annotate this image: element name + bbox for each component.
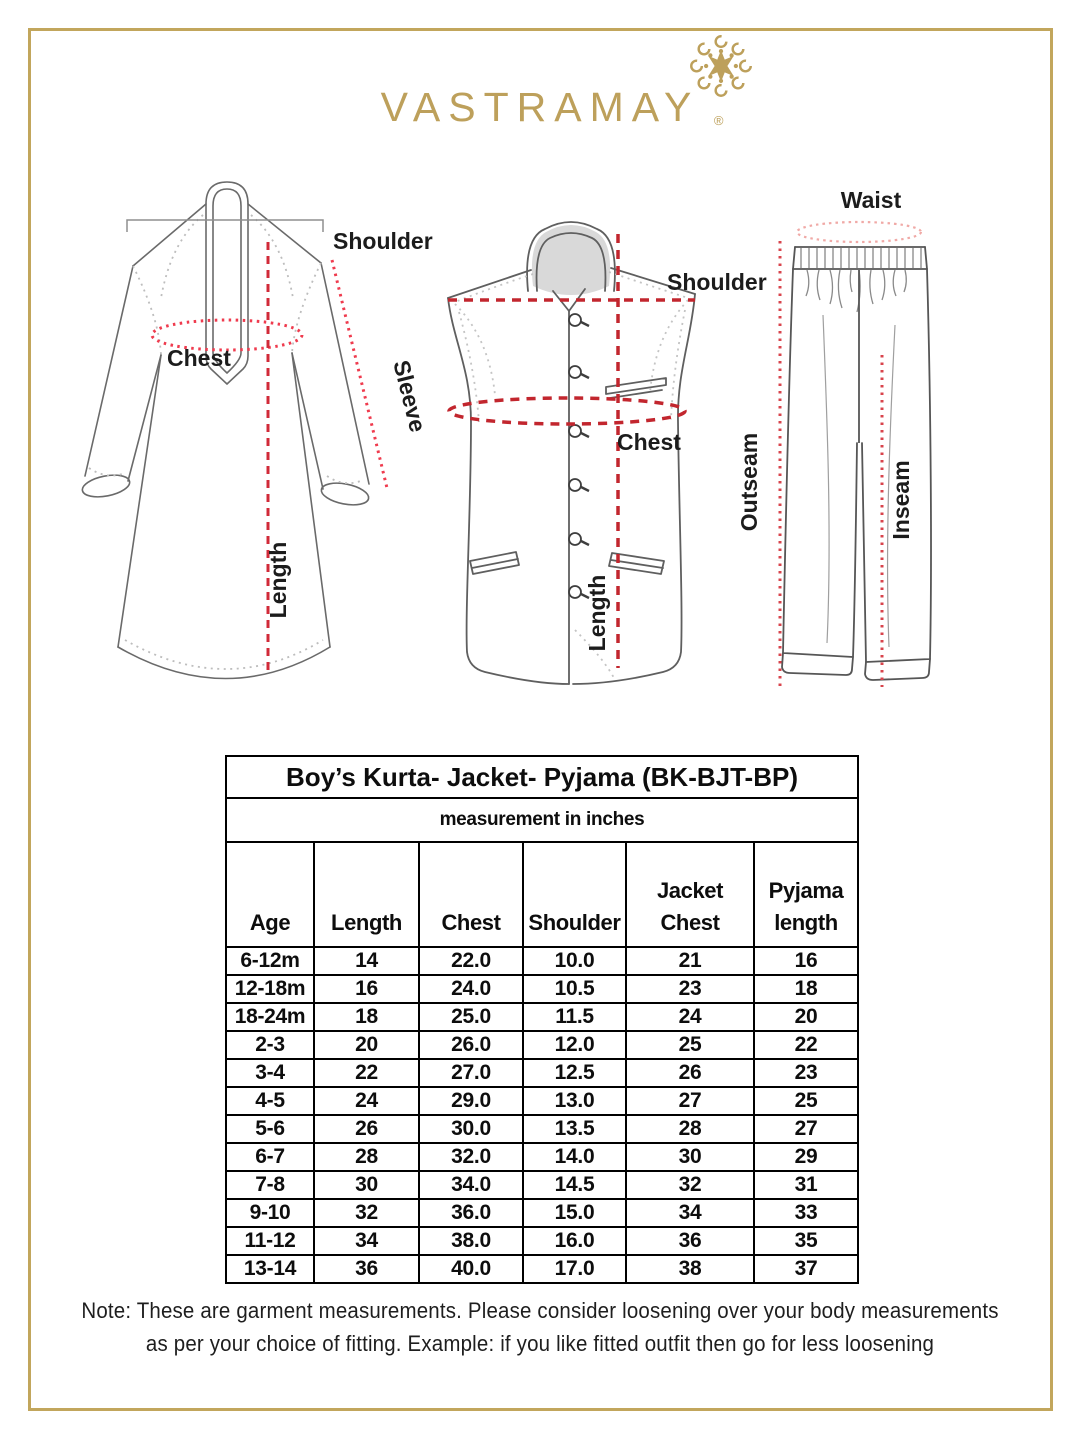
table-row bbox=[226, 1087, 858, 1115]
cell-pyjama-length: 37 bbox=[754, 1255, 858, 1283]
cell-length: 22 bbox=[314, 1059, 419, 1087]
cell-age: 11-12 bbox=[226, 1227, 314, 1255]
kurta-shoulder-label: Shoulder bbox=[333, 228, 433, 254]
cell-jacket-chest: 24 bbox=[626, 1003, 754, 1031]
cell-jacket-chest: 30 bbox=[626, 1143, 754, 1171]
cell-jacket-chest: 27 bbox=[626, 1087, 754, 1115]
cell-jacket-chest: 38 bbox=[626, 1255, 754, 1283]
cell-age: 2-3 bbox=[226, 1031, 314, 1059]
size-chart-body bbox=[226, 947, 858, 1283]
cell-shoulder: 10.0 bbox=[523, 947, 626, 975]
cell-chest: 27.0 bbox=[419, 1059, 523, 1087]
brand-logo-text: VASTRAMAY bbox=[380, 84, 700, 130]
size-chart-table bbox=[225, 755, 859, 1284]
cell-jacket-chest: 36 bbox=[626, 1227, 754, 1255]
cell-length: 18 bbox=[314, 1003, 419, 1031]
cell-age: 6-7 bbox=[226, 1143, 314, 1171]
table-row bbox=[226, 1199, 858, 1227]
cell-pyjama-length: 25 bbox=[754, 1087, 858, 1115]
cell-length: 16 bbox=[314, 975, 419, 1003]
pyjama-diagram bbox=[735, 175, 975, 745]
cell-pyjama-length: 22 bbox=[754, 1031, 858, 1059]
cell-length: 14 bbox=[314, 947, 419, 975]
jacket-chest-label: Chest bbox=[617, 429, 681, 455]
cell-length: 30 bbox=[314, 1171, 419, 1199]
cell-jacket-chest: 25 bbox=[626, 1031, 754, 1059]
cell-shoulder: 14.5 bbox=[523, 1171, 626, 1199]
table-row bbox=[226, 1003, 858, 1031]
cell-length: 36 bbox=[314, 1255, 419, 1283]
cell-shoulder: 13.0 bbox=[523, 1087, 626, 1115]
cell-age: 7-8 bbox=[226, 1171, 314, 1199]
cell-shoulder: 12.5 bbox=[523, 1059, 626, 1087]
cell-jacket-chest: 34 bbox=[626, 1199, 754, 1227]
cell-jacket-chest: 28 bbox=[626, 1115, 754, 1143]
cell-shoulder: 15.0 bbox=[523, 1199, 626, 1227]
cell-shoulder: 12.0 bbox=[523, 1031, 626, 1059]
column-header-age: Age bbox=[226, 842, 314, 947]
cell-shoulder: 11.5 bbox=[523, 1003, 626, 1031]
column-header-shoulder: Shoulder bbox=[523, 842, 626, 947]
cell-chest: 25.0 bbox=[419, 1003, 523, 1031]
cell-pyjama-length: 27 bbox=[754, 1115, 858, 1143]
cell-shoulder: 17.0 bbox=[523, 1255, 626, 1283]
cell-chest: 22.0 bbox=[419, 947, 523, 975]
table-row bbox=[226, 1255, 858, 1283]
kurta-chest-label: Chest bbox=[167, 345, 231, 371]
table-row bbox=[226, 975, 858, 1003]
jacket-shoulder-label: Shoulder bbox=[667, 269, 767, 295]
cell-pyjama-length: 20 bbox=[754, 1003, 858, 1031]
cell-chest: 32.0 bbox=[419, 1143, 523, 1171]
cell-age: 12-18m bbox=[226, 975, 314, 1003]
size-chart-header-row bbox=[226, 842, 858, 947]
cell-chest: 38.0 bbox=[419, 1227, 523, 1255]
cell-pyjama-length: 18 bbox=[754, 975, 858, 1003]
cell-age: 18-24m bbox=[226, 1003, 314, 1031]
cell-pyjama-length: 33 bbox=[754, 1199, 858, 1227]
cell-pyjama-length: 31 bbox=[754, 1171, 858, 1199]
kurta-sleeve-label: Sleeve bbox=[388, 357, 432, 435]
table-row bbox=[226, 1115, 858, 1143]
cell-pyjama-length: 23 bbox=[754, 1059, 858, 1087]
cell-shoulder: 16.0 bbox=[523, 1227, 626, 1255]
column-header-length: Length bbox=[314, 842, 419, 947]
column-header-pyjama-length: Pyjama length bbox=[754, 842, 858, 947]
jacket-diagram bbox=[445, 190, 785, 750]
cell-age: 13-14 bbox=[226, 1255, 314, 1283]
pyjama-waist-label: Waist bbox=[840, 187, 902, 213]
cell-shoulder: 14.0 bbox=[523, 1143, 626, 1171]
cell-age: 4-5 bbox=[226, 1087, 314, 1115]
table-row bbox=[226, 1031, 858, 1059]
cell-chest: 40.0 bbox=[419, 1255, 523, 1283]
brand-header bbox=[0, 84, 1080, 131]
brand-logo bbox=[380, 84, 724, 131]
kurta-diagram bbox=[55, 170, 435, 740]
jacket-length-label: Length bbox=[584, 574, 610, 652]
cell-age: 6-12m bbox=[226, 947, 314, 975]
cell-length: 32 bbox=[314, 1199, 419, 1227]
kurta-length-label: Length bbox=[265, 541, 291, 619]
cell-age: 9-10 bbox=[226, 1199, 314, 1227]
size-chart-title: Boy’s Kurta- Jacket- Pyjama (BK-BJT-BP) bbox=[226, 756, 858, 798]
table-row bbox=[226, 1227, 858, 1255]
cell-age: 5-6 bbox=[226, 1115, 314, 1143]
cell-chest: 29.0 bbox=[419, 1087, 523, 1115]
cell-chest: 36.0 bbox=[419, 1199, 523, 1227]
pyjama-outseam-label: Outseam bbox=[736, 432, 762, 532]
cell-chest: 24.0 bbox=[419, 975, 523, 1003]
cell-length: 34 bbox=[314, 1227, 419, 1255]
cell-jacket-chest: 23 bbox=[626, 975, 754, 1003]
note-line-2: as per your choice of fitting. Example: if you like fitted outfit then go for less loosening bbox=[145, 1331, 935, 1356]
cell-jacket-chest: 26 bbox=[626, 1059, 754, 1087]
table-row bbox=[226, 947, 858, 975]
cell-chest: 30.0 bbox=[419, 1115, 523, 1143]
table-row bbox=[226, 1059, 858, 1087]
cell-jacket-chest: 32 bbox=[626, 1171, 754, 1199]
cell-length: 20 bbox=[314, 1031, 419, 1059]
garment-measurement-note bbox=[75, 1294, 1005, 1360]
cell-pyjama-length: 35 bbox=[754, 1227, 858, 1255]
cell-chest: 26.0 bbox=[419, 1031, 523, 1059]
cell-chest: 34.0 bbox=[419, 1171, 523, 1199]
cell-age: 3-4 bbox=[226, 1059, 314, 1087]
cell-length: 28 bbox=[314, 1143, 419, 1171]
column-header-jacket-chest: Jacket Chest bbox=[626, 842, 754, 947]
column-header-chest: Chest bbox=[419, 842, 523, 947]
cell-length: 26 bbox=[314, 1115, 419, 1143]
pyjama-inseam-label: Inseam bbox=[888, 460, 914, 540]
cell-jacket-chest: 21 bbox=[626, 947, 754, 975]
cell-shoulder: 13.5 bbox=[523, 1115, 626, 1143]
table-row bbox=[226, 1171, 858, 1199]
cell-length: 24 bbox=[314, 1087, 419, 1115]
cell-pyjama-length: 29 bbox=[754, 1143, 858, 1171]
registered-trademark-symbol: ® bbox=[713, 113, 724, 128]
note-line-1: Note: These are garment measurements. Please consider loosening over your body measurements bbox=[81, 1298, 999, 1323]
table-row bbox=[226, 1143, 858, 1171]
cell-shoulder: 10.5 bbox=[523, 975, 626, 1003]
cell-pyjama-length: 16 bbox=[754, 947, 858, 975]
size-chart-subtitle: measurement in inches bbox=[226, 798, 858, 842]
floral-mandala-icon bbox=[687, 32, 755, 100]
